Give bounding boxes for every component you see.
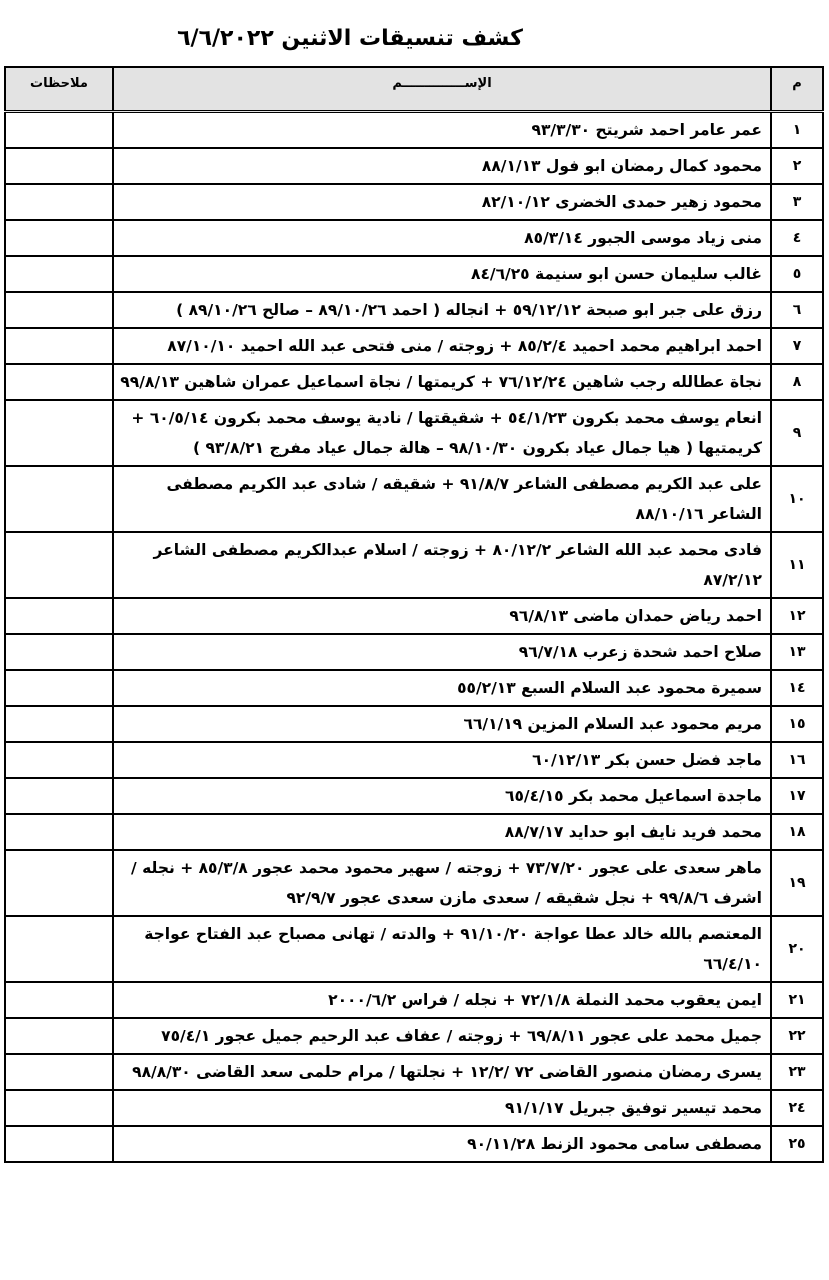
row-number: ١٣ [771, 634, 823, 670]
row-notes [5, 814, 113, 850]
row-number: ١١ [771, 532, 823, 598]
row-number: ٧ [771, 328, 823, 364]
table-row [5, 1018, 823, 1054]
row-name: غالب سليمان حسن ابو سنيمة ٨٤/٦/٢٥ [113, 256, 771, 292]
row-name: منى زياد موسى الجبور ٨٥/٣/١٤ [113, 220, 771, 256]
table-row [5, 1126, 823, 1162]
header-notes: ملاحظات [5, 67, 113, 112]
row-notes [5, 220, 113, 256]
row-notes [5, 706, 113, 742]
row-notes [5, 466, 113, 532]
table-row [5, 982, 823, 1018]
row-notes [5, 1126, 113, 1162]
table-row [5, 112, 823, 149]
row-notes [5, 328, 113, 364]
row-name: نجاة عطالله رجب شاهين ٧٦/١٢/٢٤ + كريمتها / نجاة اسماعيل عمران شاهين ٩٩/٨/١٣ [113, 364, 771, 400]
row-notes [5, 916, 113, 982]
table-row [5, 850, 823, 916]
row-number: ١٩ [771, 850, 823, 916]
row-name: صلاح احمد شحدة زعرب ٩٦/٧/١٨ [113, 634, 771, 670]
table-row [5, 400, 823, 466]
row-name: رزق على جبر ابو صبحة ٥٩/١٢/١٢ + انجاله ( احمد ٨٩/١٠/٢٦ – صالح ٨٩/١٠/٢٦ ) [113, 292, 771, 328]
row-name: محمود زهير حمدى الخضرى ٨٢/١٠/١٢ [113, 184, 771, 220]
table-row [5, 148, 823, 184]
row-notes [5, 1018, 113, 1054]
table-row [5, 814, 823, 850]
row-number: ٦ [771, 292, 823, 328]
table-row [5, 328, 823, 364]
page-title: كشف تنسيقات الاثنين ٦/٦/٢٠٢٢ [177, 26, 523, 51]
header-num: م [771, 67, 823, 112]
row-number: ٢٤ [771, 1090, 823, 1126]
table-row [5, 466, 823, 532]
row-name: ماجد فضل حسن بكر ٦٠/١٢/١٣ [113, 742, 771, 778]
row-number: ٨ [771, 364, 823, 400]
row-name: على عبد الكريم مصطفى الشاعر ٩١/٨/٧ + شقيقه / شادى عبد الكريم مصطفى الشاعر ٨٨/١٠/١٦ [113, 466, 771, 532]
row-number: ٥ [771, 256, 823, 292]
row-name: احمد ابراهيم محمد احميد ٨٥/٢/٤ + زوجته / منى فتحى عبد الله احميد ٨٧/١٠/١٠ [113, 328, 771, 364]
table-row [5, 778, 823, 814]
table-body [5, 112, 823, 1163]
row-name: احمد رياض حمدان ماضى ٩٦/٨/١٣ [113, 598, 771, 634]
table-row [5, 916, 823, 982]
row-number: ٢٠ [771, 916, 823, 982]
row-number: ٢٥ [771, 1126, 823, 1162]
row-name: ايمن يعقوب محمد النملة ٧٢/١/٨ + نجله / فراس ٢٠٠٠/٦/٢ [113, 982, 771, 1018]
table-row [5, 256, 823, 292]
row-number: ٤ [771, 220, 823, 256]
row-number: ٢٣ [771, 1054, 823, 1090]
header-name: الإســــــــــــــم [113, 67, 771, 112]
row-number: ٩ [771, 400, 823, 466]
table-row [5, 292, 823, 328]
row-number: ١ [771, 112, 823, 149]
table-row [5, 532, 823, 598]
row-number: ٣ [771, 184, 823, 220]
row-number: ١٧ [771, 778, 823, 814]
row-notes [5, 670, 113, 706]
row-notes [5, 850, 113, 916]
row-notes [5, 1054, 113, 1090]
row-name: انعام يوسف محمد بكرون ٥٤/١/٢٣ + شقيقتها / نادية يوسف محمد بكرون ٦٠/٥/١٤ + كريمتيها ( هيا جمال عياد بكرون ٩٨/١٠/٣٠ – هالة جمال عياد مفرج ٩٣/٨/٢١ ) [113, 400, 771, 466]
row-notes [5, 112, 113, 149]
row-notes [5, 148, 113, 184]
row-name: ماهر سعدى على عجور ٧٣/٧/٢٠ + زوجته / سهير محمود محمد عجور ٨٥/٣/٨ + نجله / اشرف ٩٩/٨/٦ + نجل شقيقه / سعدى مازن سعدى عجور ٩٢/٩/٧ [113, 850, 771, 916]
table-row [5, 706, 823, 742]
row-name: محمد فريد نايف ابو حدايد ٨٨/٧/١٧ [113, 814, 771, 850]
row-number: ١٠ [771, 466, 823, 532]
coordination-table [4, 66, 824, 1163]
row-name: مصطفى سامى محمود الزنط ٩٠/١١/٢٨ [113, 1126, 771, 1162]
table-row [5, 634, 823, 670]
row-notes [5, 778, 113, 814]
table-row [5, 1054, 823, 1090]
table-row [5, 364, 823, 400]
row-notes [5, 634, 113, 670]
table-row [5, 670, 823, 706]
row-number: ١٨ [771, 814, 823, 850]
row-name: محمود كمال رمضان ابو فول ٨٨/١/١٣ [113, 148, 771, 184]
table-row [5, 184, 823, 220]
table-row [5, 742, 823, 778]
table-row [5, 1090, 823, 1126]
row-notes [5, 982, 113, 1018]
row-number: ٢٢ [771, 1018, 823, 1054]
row-name: عمر عامر احمد شريتح ٩٣/٣/٣٠ [113, 112, 771, 149]
row-name: يسرى رمضان منصور القاضى ٧٢ /١٢/٢ + نجلتها / مرام حلمى سعد القاضى ٩٨/٨/٣٠ [113, 1054, 771, 1090]
row-number: ١٥ [771, 706, 823, 742]
row-notes [5, 292, 113, 328]
row-notes [5, 598, 113, 634]
row-name: ماجدة اسماعيل محمد بكر ٦٥/٤/١٥ [113, 778, 771, 814]
row-name: مريم محمود عبد السلام المزين ٦٦/١/١٩ [113, 706, 771, 742]
table-row [5, 598, 823, 634]
row-number: ١٦ [771, 742, 823, 778]
row-number: ٢١ [771, 982, 823, 1018]
table-row [5, 220, 823, 256]
row-notes [5, 400, 113, 466]
row-name: محمد تيسير توفيق جبريل ٩١/١/١٧ [113, 1090, 771, 1126]
table-header-row [5, 67, 823, 112]
row-notes [5, 742, 113, 778]
row-number: ٢ [771, 148, 823, 184]
row-number: ١٢ [771, 598, 823, 634]
row-name: المعتصم بالله خالد عطا عواجة ٩١/١٠/٢٠ + والدته / تهانى مصباح عبد الفتاح عواجة ٦٦/٤/١٠ [113, 916, 771, 982]
row-notes [5, 1090, 113, 1126]
row-notes [5, 184, 113, 220]
row-name: جميل محمد على عجور ٦٩/٨/١١ + زوجته / عفاف عبد الرحيم جميل عجور ٧٥/٤/١ [113, 1018, 771, 1054]
row-notes [5, 256, 113, 292]
row-notes [5, 532, 113, 598]
row-notes [5, 364, 113, 400]
row-name: سميرة محمود عبد السلام السبع ٥٥/٢/١٣ [113, 670, 771, 706]
row-number: ١٤ [771, 670, 823, 706]
row-name: فادى محمد عبد الله الشاعر ٨٠/١٢/٢ + زوجته / اسلام عبدالكريم مصطفى الشاعر ٨٧/٢/١٢ [113, 532, 771, 598]
